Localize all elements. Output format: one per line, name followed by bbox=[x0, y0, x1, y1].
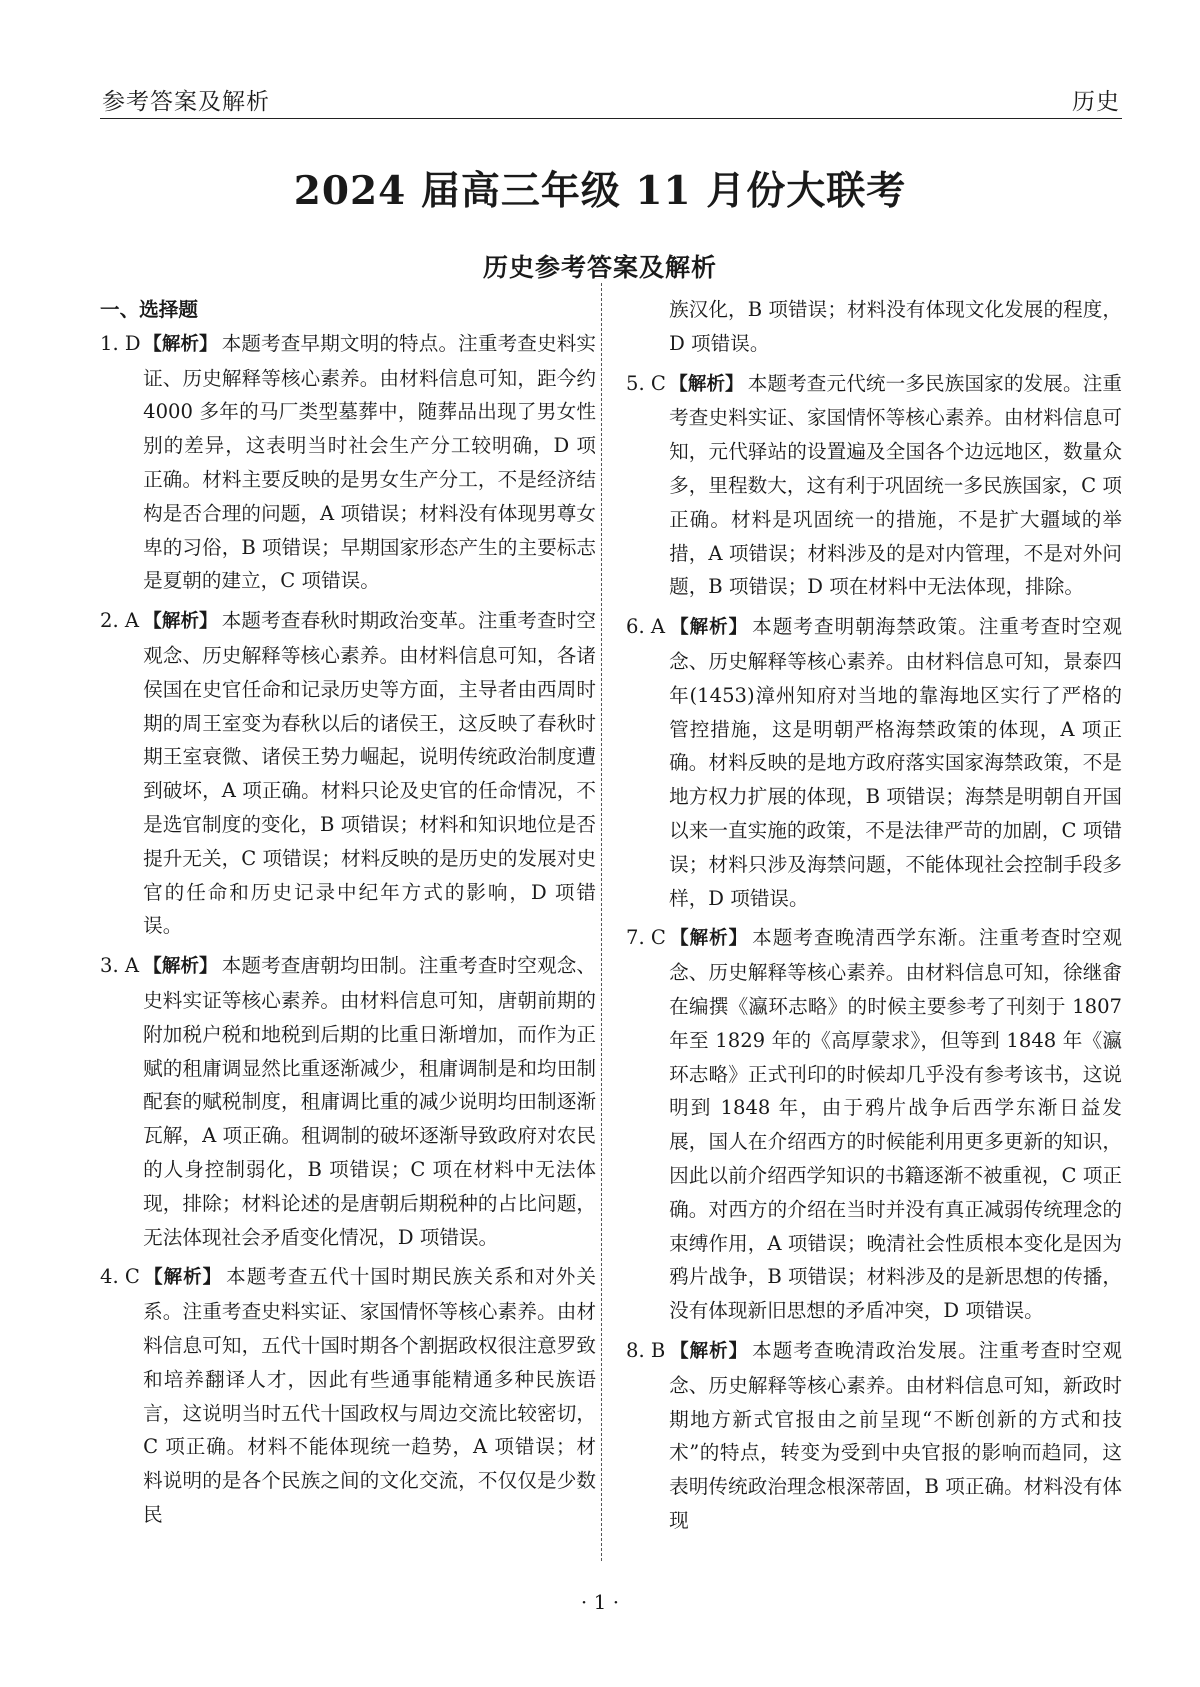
header-subject-label: 历史 bbox=[1072, 89, 1120, 115]
analysis-tag: 【解析】 bbox=[143, 333, 218, 355]
answer-item-1 bbox=[100, 327, 596, 598]
left-column bbox=[100, 293, 596, 1538]
answer-text: 本题考查晚清西学东渐。注重考查时空观念、历史解释等核心素养。由材料信息可知，徐继畬在编撰《瀛环志略》的时候主要参考了刊刻于 1807 年至 1829 年的《高厚蒙求》，但等到 1848 年《瀛环志略》正式刊印的时候却几乎没有参考该书，这说明到 1848 年，由于鸦片战争后西学东渐日益发展，国人在介绍西方的时候能利用更多更新的知识，因此以前介绍西学知识的书籍逐渐不被重视，C 项正确。对西方的介绍在当时并没有真正减弱传统理念的束缚作用，A 项错误；晚清社会性质根本变化是因为鸦片战争，B 项错误；材料涉及的是新思想的传播，没有体现新旧思想的矛盾冲突，D 项错误。 bbox=[669, 926, 1122, 1323]
right-column bbox=[626, 293, 1122, 1544]
answer-number: 4. C bbox=[100, 1265, 140, 1289]
answer-item-4-continued: 族汉化，B 项错误；材料没有体现文化发展的程度，D 项错误。 bbox=[669, 298, 1122, 355]
section-heading: 一、选择题 bbox=[100, 298, 198, 321]
answer-item-2 bbox=[100, 604, 596, 943]
answer-number: 3. A bbox=[100, 954, 140, 978]
answer-item-6 bbox=[626, 610, 1122, 915]
answer-text: 本题考查晚清政治发展。注重考查时空观念、历史解释等核心素养。由材料信息可知，新政时期地方新式官报由之前呈现“不断创新的方式和技术”的特点，转变为受到中央官报的影响而趋同，这表明传统政治理念根深蒂固，B 项正确。材料没有体现 bbox=[669, 1338, 1122, 1532]
analysis-tag: 【解析】 bbox=[143, 956, 218, 978]
answer-item-8 bbox=[626, 1334, 1122, 1538]
answer-text: 本题考查早期文明的特点。注重考查史料实证、历史解释等核心素养。由材料信息可知，距今约 4000 多年的马厂类型墓葬中，随葬品出现了男女性别的差异，这表明当时社会生产分工较明确，D 项正确。材料主要反映的是男女生产分工，不是经济结构是否合理的问题，A 项错误；材料没有体现男尊女卑的习俗，B 项错误；早期国家形态产生的主要标志是夏朝的建立，C 项错误。 bbox=[143, 331, 596, 593]
header-rule bbox=[100, 118, 1122, 119]
answer-number: 7. C bbox=[626, 926, 666, 950]
answer-text: 本题考查五代十国时期民族关系和对外关系。注重考查史料实证、家国情怀等核心素养。由材料信息可知，五代十国时期各个割据政权很注意罗致和培养翻译人才，因此有些通事能精通多种民族语言，这说明当时五代十国政权与周边交流比较密切，C 项正确。材料不能体现统一趋势，A 项错误；材料说明的是各个民族之间的文化交流，不仅仅是少数民 bbox=[143, 1265, 596, 1526]
answer-text: 本题考查春秋时期政治变革。注重考查时空观念、历史解释等核心素养。由材料信息可知，各诸侯国在史官任命和记录历史等方面，主导者由西周时期的周王室变为春秋以后的诸侯王，这反映了春秋时期王室衰微、诸侯王势力崛起，说明传统政治制度遭到破坏，A 项正确。材料只论及史官的任命情况，不是选官制度的变化，B 项错误；材料和知识地位是否提升无关，C 项错误；材料反映的是历史的发展对史官的任命和历史记录中纪年方式的影响，D 项错误。 bbox=[143, 609, 596, 938]
analysis-tag: 【解析】 bbox=[143, 1267, 223, 1289]
answer-text: 本题考查元代统一多民族国家的发展。注重考查史料实证、家国情怀等核心素养。由材料信息可知，元代驿站的设置遍及全国各个边远地区，数量众多，里程数大，这有利于巩固统一多民族国家，C 项正确。材料是巩固统一的措施，不是扩大疆域的举措，A 项错误；材料涉及的是对内管理，不是对外问题，B 项错误；D 项在材料中无法体现，排除。 bbox=[669, 371, 1122, 599]
answer-text: 本题考查唐朝均田制。注重考查时空观念、史料实证等核心素养。由材料信息可知，唐朝前期的附加税户税和地税到后期的比重日渐增加，而作为正赋的租庸调显然比重逐渐减少，租庸调制是和均田制配套的赋税制度，租庸调比重的减少说明均田制逐渐瓦解，A 项正确。租调制的破坏逐渐导致政府对农民的人身控制弱化，B 项错误；C 项在材料中无法体现，排除；材料论述的是唐朝后期税种的占比问题，无法体现社会矛盾变化情况，D 项错误。 bbox=[143, 954, 596, 1249]
header-left-label: 参考答案及解析 bbox=[102, 89, 270, 115]
answer-number: 6. A bbox=[626, 615, 666, 639]
page-title: 2024 届高三年级 11 月份大联考 bbox=[293, 168, 907, 214]
answer-number: 2. A bbox=[100, 609, 140, 633]
page-subtitle: 历史参考答案及解析 bbox=[482, 253, 717, 282]
answer-item-3 bbox=[100, 949, 596, 1254]
answer-number: 1. D bbox=[100, 331, 141, 355]
analysis-tag: 【解析】 bbox=[669, 928, 749, 950]
answer-item-4 bbox=[100, 1260, 596, 1531]
answer-number: 5. C bbox=[626, 371, 666, 395]
answer-text: 本题考查明朝海禁政策。注重考查时空观念、历史解释等核心素养。由材料信息可知，景泰四年(1453)漳州知府对当地的靠海地区实行了严格的管控措施，这是明朝严格海禁政策的体现，A 项正确。材料反映的是地方政府落实国家海禁政策，不是地方权力扩展的体现，B 项错误；海禁是明朝自开国以来一直实施的政策，不是法律严苛的加剧，C 项错误；材料只涉及海禁问题，不能体现社会控制手段多样，D 项错误。 bbox=[669, 615, 1122, 910]
page-number: · 1 · bbox=[580, 1590, 620, 1614]
answer-item-5 bbox=[626, 367, 1122, 605]
answer-number: 8. B bbox=[626, 1338, 666, 1362]
column-divider bbox=[601, 283, 602, 1561]
analysis-tag: 【解析】 bbox=[669, 373, 744, 395]
analysis-tag: 【解析】 bbox=[669, 617, 749, 639]
answer-item-7 bbox=[626, 921, 1122, 1328]
page-header bbox=[102, 72, 1120, 116]
analysis-tag: 【解析】 bbox=[669, 1340, 749, 1362]
analysis-tag: 【解析】 bbox=[143, 611, 218, 633]
